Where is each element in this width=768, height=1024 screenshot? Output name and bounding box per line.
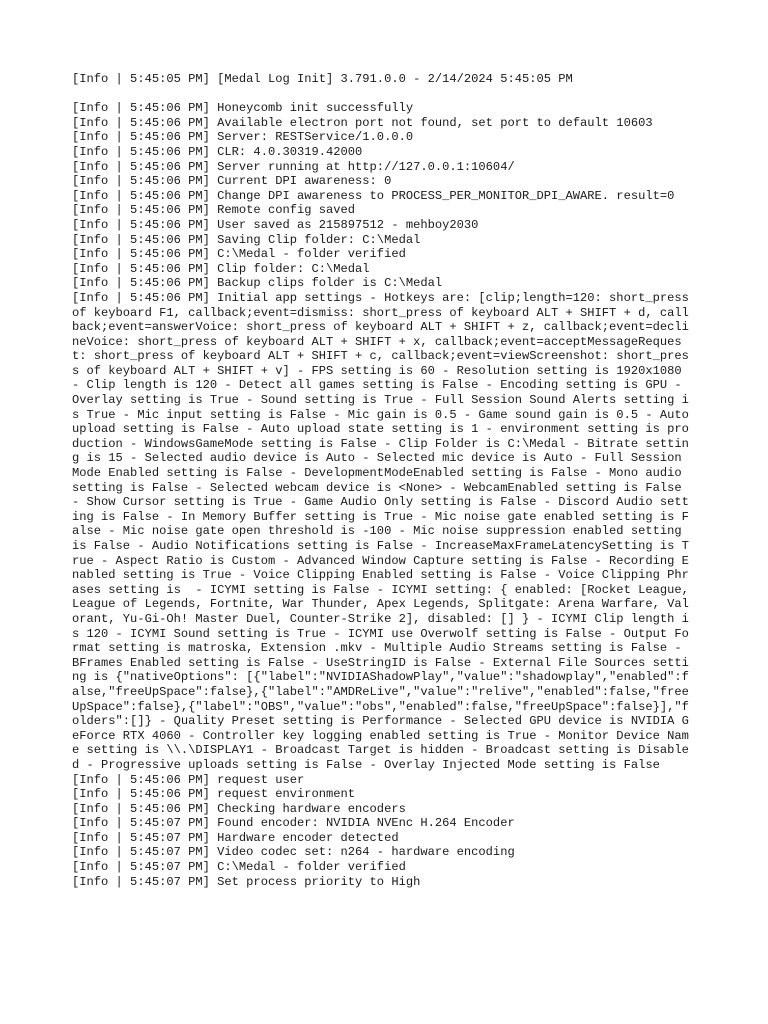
log-document <box>72 72 696 889</box>
log-entry: [Info | 5:45:06 PM] Checking hardware encoders <box>72 801 406 816</box>
log-entry: [Info | 5:45:07 PM] Found encoder: NVIDIA NVEnc H.264 Encoder <box>72 816 515 831</box>
log-entry: [Info | 5:45:06 PM] Initial app settings - Hotkeys are: [clip;length=120: short_press of keyboard F1, callback;event=dismiss: short_press of keyboard ALT + SHIFT + d, callback;event=answerVoice: short_press of keyboard ALT + SHIFT + z, callback;event=declineVoice: short_press of keyboard ALT + SHIFT + x, callback;event=acceptMessageRequest: short_press of keyboard ALT + SHIFT + c, callback;event=viewScreenshot: short_press of keyboard ALT + SHIFT + v] - FPS setting is 60 - Resolution setting is 1920x1080 - Clip length is 120 - Detect all games setting is False - Encoding setting is GPU - Overlay setting is True - Sound setting is True - Full Session Sound Alerts setting is True - Mic input setting is False - Mic gain is 0.5 - Game sound gain is 0.5 - Auto upload setting is False - Auto upload state setting is 1 - environment setting is production - WindowsGameMode setting is False - Clip Folder is C:\Medal - Bitrate setting is 15 - Selected audio device is Auto - Selected mic device is Auto - Full Session Mode Enabled setting is False - DevelopmentModeEnabled setting is False - Mono audio setting is False - Selected webcam device is <None> - WebcamEnabled setting is False - Show Cursor setting is True - Game Audio Only setting is False - Discord Audio setting is False - In Memory Buffer setting is True - Mic noise gate enabled setting is False - Mic noise gate open threshold is -100 - Mic noise suppression enabled setting is False - Audio Notifications setting is False - IncreaseMaxFrameLatencySetting is True - Aspect Ratio is Custom - Advanced Window Capture setting is False - Recording Enabled setting is True - Voice Clipping Enabled setting is False - Voice Clipping Phrases setting is - ICYMI setting is False - ICYMI setting: { enabled: [Rocket League, League of Legends, Fortnite, War Thunder, Apex Legends, Splitgate: Arena Warfare, Valorant, Yu-Gi-Oh! Master Duel, Counter-Strike 2], disabled: [] } - ICYMI Clip length is 120 - ICYMI Sound setting is True - ICYMI use Overwolf setting is False - Output Format setting is matroska, Extension .mkv - Multiple Audio Streams setting is False - BFrames Enabled setting is False - UseStringID is False - External File Sources setting is {"nativeOptions": [{"label":"NVIDIAShadowPlay","value":"shadowplay","enabled":false,"freeUpSpace":false},{"label":"AMDReLive","value":"relive","enabled":false,"freeUpSpace":false},{"label":"OBS","value":"obs","enabled":false,"freeUpSpace":false}],"folders":[]} - Quality Preset setting is Performance - Selected GPU device is NVIDIA GeForce RTX 4060 - Controller key logging enabled setting is True - Monitor Device Name setting is \\.\DISPLAY1 - Broadcast Target is hidden - Broadcast setting is Disabled - Progressive uploads setting is False - Overlay Injected Mode setting is False <box>72 290 697 772</box>
log-entry: [Info | 5:45:06 PM] Server: RESTService/1.0.0.0 <box>72 130 414 145</box>
log-entry: [Info | 5:45:06 PM] Backup clips folder is C:\Medal <box>72 276 443 291</box>
log-entry: [Info | 5:45:06 PM] CLR: 4.0.30319.42000 <box>72 144 363 159</box>
log-entry: [Info | 5:45:06 PM] request environment <box>72 787 356 802</box>
log-entry: [Info | 5:45:07 PM] Hardware encoder detected <box>72 830 399 845</box>
log-entry: [Info | 5:45:06 PM] User saved as 215897512 - mehboy2030 <box>72 217 479 232</box>
log-entry: [Info | 5:45:06 PM] Change DPI awareness to PROCESS_PER_MONITOR_DPI_AWARE. result=0 <box>72 188 675 203</box>
blank-line <box>72 87 696 102</box>
log-entry: [Info | 5:45:06 PM] Server running at http://127.0.0.1:10604/ <box>72 159 515 174</box>
log-entry: [Info | 5:45:07 PM] C:\Medal - folder verified <box>72 860 406 875</box>
log-entry: [Info | 5:45:06 PM] request user <box>72 772 305 787</box>
log-entry: [Info | 5:45:07 PM] Set process priority to High <box>72 874 421 889</box>
log-entry: [Info | 5:45:06 PM] Clip folder: C:\Medal <box>72 261 370 276</box>
log-entry: [Info | 5:45:06 PM] Remote config saved <box>72 203 356 218</box>
log-entry: [Info | 5:45:06 PM] Honeycomb init successfully <box>72 101 414 116</box>
log-entry: [Info | 5:45:07 PM] Video codec set: n264 - hardware encoding <box>72 845 515 860</box>
log-entry: [Info | 5:45:06 PM] C:\Medal - folder verified <box>72 247 406 262</box>
log-entry: [Info | 5:45:06 PM] Available electron port not found, set port to default 10603 <box>72 115 653 130</box>
log-entry: [Info | 5:45:06 PM] Saving Clip folder: C:\Medal <box>72 232 421 247</box>
log-entries <box>72 101 696 889</box>
log-header: [Info | 5:45:05 PM] [Medal Log Init] 3.791.0.0 - 2/14/2024 5:45:05 PM <box>72 72 573 86</box>
log-entry: [Info | 5:45:06 PM] Current DPI awareness: 0 <box>72 174 392 189</box>
